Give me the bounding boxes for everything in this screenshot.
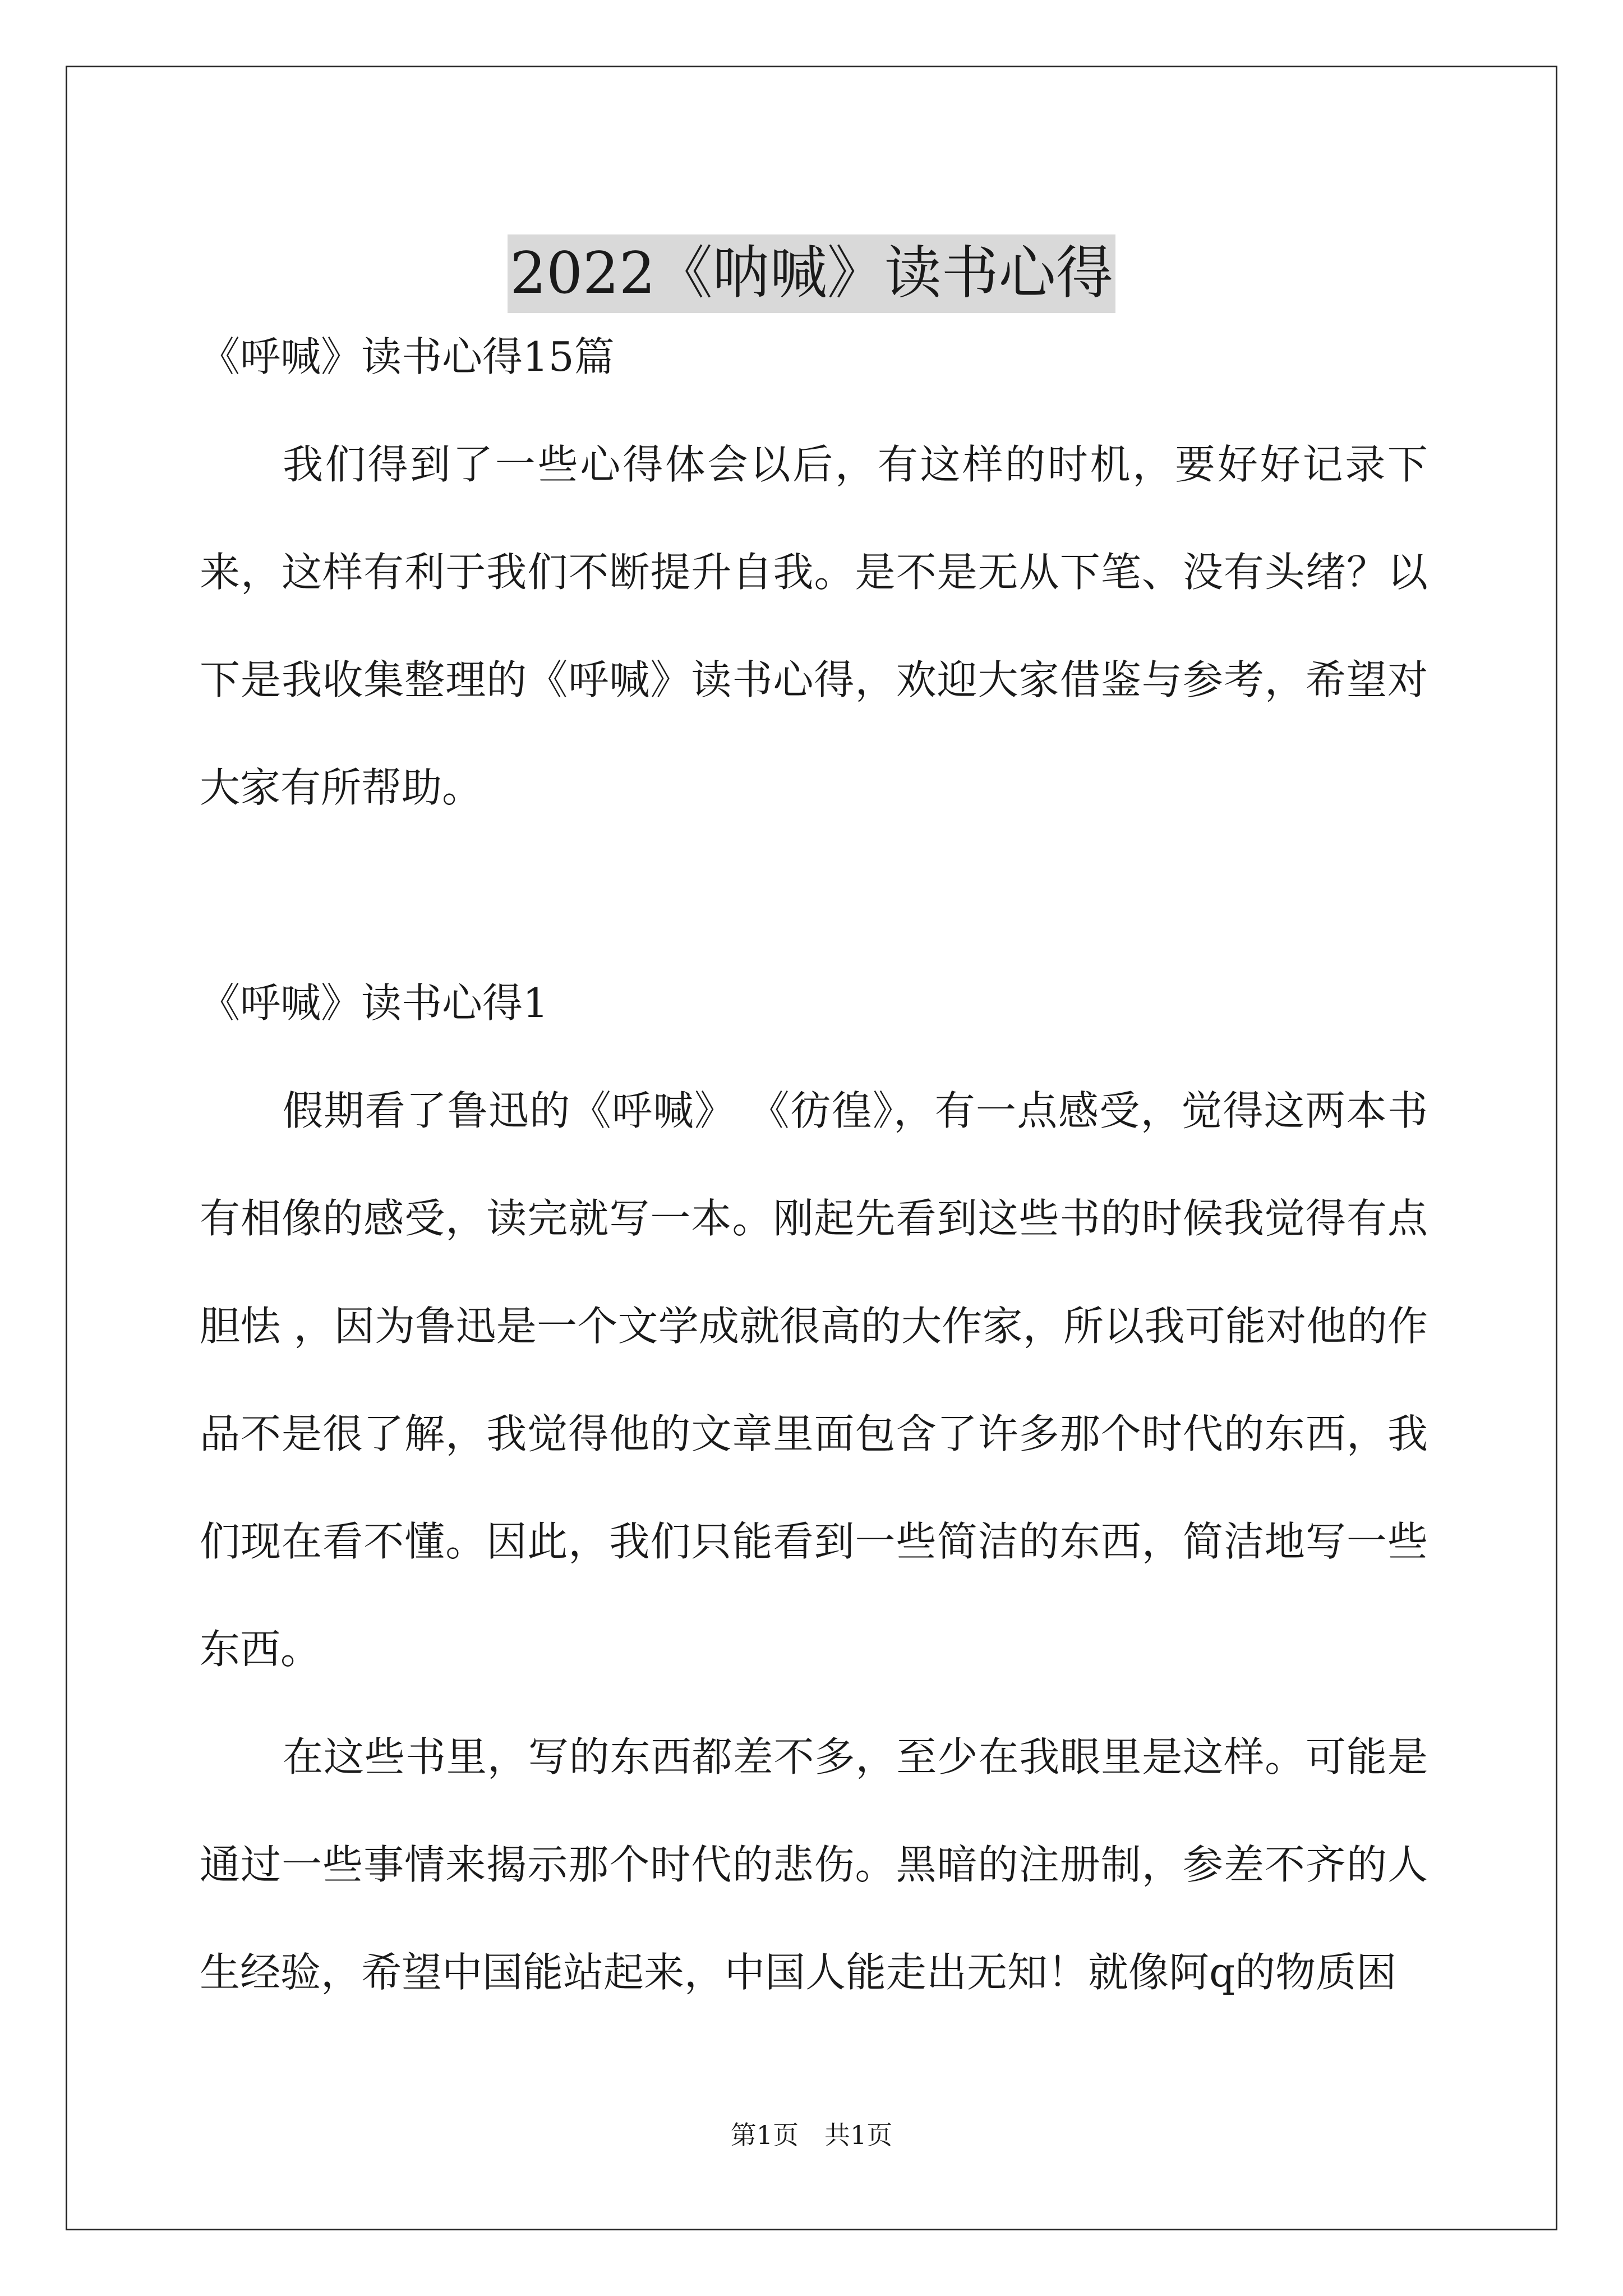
section-heading: 《呼喊》读书心得1 [200,979,548,1027]
section-heading: 《呼喊》读书心得15篇 [200,333,615,380]
paragraph: 我们得到了一些心得体会以后，有这样的时机，要好好记录下来，这样有利于我们不断提升自我。是不是无从下笔、没有头绪？以下是我收集整理的《呼喊》读书心得，欢迎大家借鉴与参考，希望对大家有所帮助。 [200,441,1428,811]
page-footer [0,2115,1623,2152]
page-number: 第1页 [730,2120,799,2150]
document-title: 2022《呐喊》读书心得 [508,234,1115,313]
document-body [200,303,1428,2026]
page-total: 共1页 [824,2120,893,2150]
paragraph: 在这些书里，写的东西都差不多，至少在我眼里是这样。可能是通过一些事情来揭示那个时代的悲伤。黑暗的注册制，参差不齐的人生经验，希望中国能站起来，中国人能走出无知！就像阿q的物质困 [200,1733,1428,1996]
paragraph: 假期看了鲁迅的《呼喊》 《彷徨》，有一点感受，觉得这两本书有相像的感受，读完就写一本。刚起先看到这些书的时候我觉得有点胆怯 ，因为鲁迅是一个文学成就很高的大作家，所以我可能对他的作品不是很了解，我觉得他的文章里面包含了许多那个时代的东西，我们现在看不懂。因此，我们只能看到一些简洁的东西，简洁地写一些东西。 [200,1087,1428,1673]
section-spacer [200,841,1428,949]
